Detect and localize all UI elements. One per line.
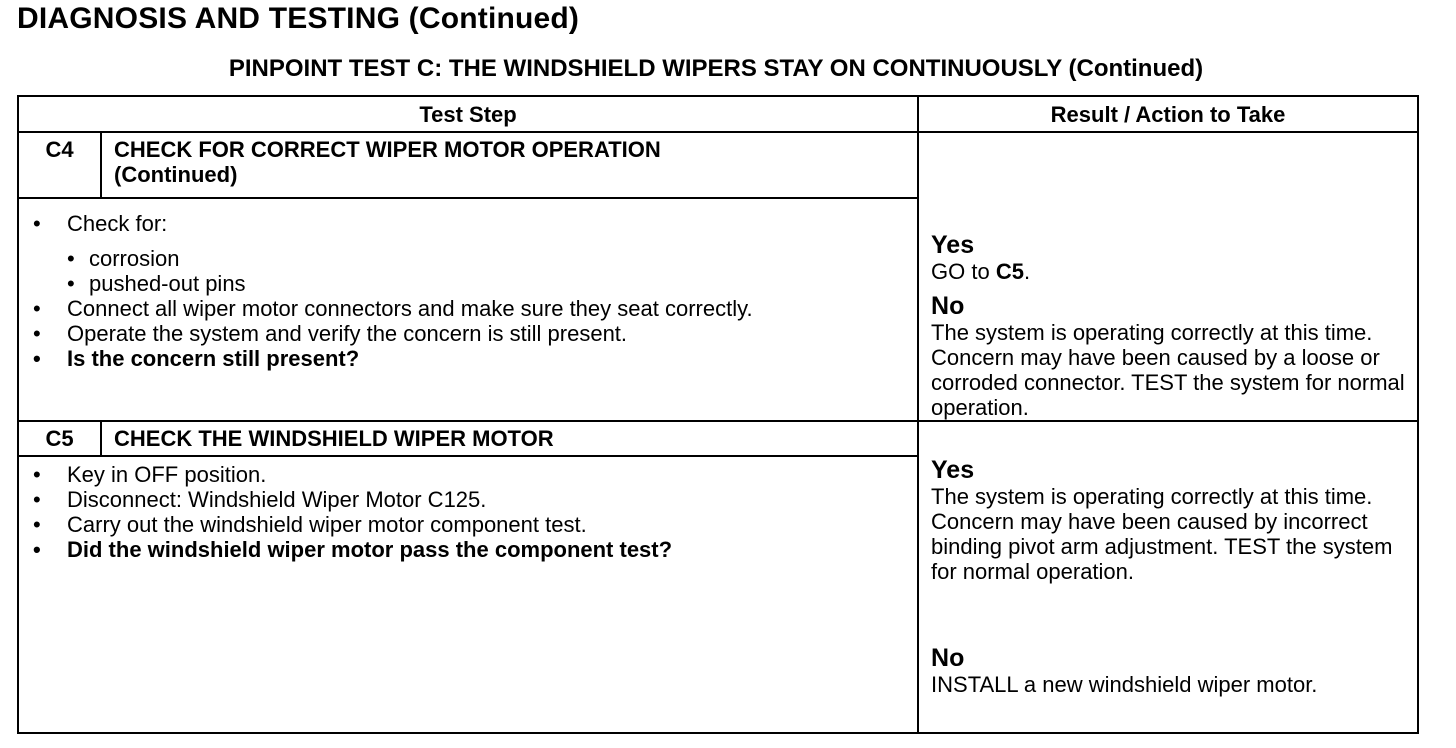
step-c4-title-line1: CHECK FOR CORRECT WIPER MOTOR OPERATION [114, 137, 661, 162]
check-for-sublist [67, 246, 907, 296]
result-c5-no-label: No [931, 644, 965, 672]
result-c4 [918, 132, 1418, 421]
step-c4-instructions [18, 198, 918, 421]
step-c4-question: • Is the concern still present? [31, 346, 907, 371]
step-c4-title-line2: (Continued) [114, 162, 238, 187]
column-header-result: Result / Action to Take [918, 96, 1418, 132]
step-c5-list [31, 462, 907, 562]
step-c5-instructions [18, 456, 918, 733]
list-item: • corrosion [67, 246, 907, 271]
list-item: • Operate the system and verify the concern is still present. [31, 321, 907, 346]
step-c4-title-row [18, 132, 1418, 198]
pinpoint-test-table [17, 95, 1419, 734]
result-c5-yes-label: Yes [931, 456, 975, 484]
list-item: • Carry out the windshield wiper motor component test. [31, 512, 907, 537]
list-item: • Check for: • corrosion • pushed-out pins [31, 211, 907, 296]
result-c4-yes-label: Yes [931, 231, 975, 259]
table-header-row [18, 96, 1418, 132]
step-c5-title-row [18, 421, 1418, 456]
result-c4-yes-text: GO to C5. [931, 259, 1031, 284]
page-title: DIAGNOSIS AND TESTING (Continued) [17, 2, 580, 35]
result-c5 [918, 421, 1418, 733]
step-c4-list [31, 211, 907, 371]
list-item: • Connect all wiper motor connectors and make sure they seat correctly. [31, 296, 907, 321]
goto-c5-link[interactable]: C5 [995, 259, 1024, 284]
result-c4-no-text: The system is operating correctly at this time. Concern may have been caused by a loose or corroded connector. TEST the system for normal operation. [931, 320, 1405, 420]
step-c5-question: • Did the windshield wiper motor pass the component test? [31, 537, 907, 562]
list-item: • Key in OFF position. [31, 462, 907, 487]
step-id-c5: C5 [18, 421, 101, 456]
column-header-test-step: Test Step [18, 96, 918, 132]
result-c4-no-label: No [931, 292, 965, 320]
step-c4-title [101, 132, 918, 198]
result-c5-no-text: INSTALL a new windshield wiper motor. [931, 672, 1318, 697]
list-item: • Disconnect: Windshield Wiper Motor C125. [31, 487, 907, 512]
step-c5-title: CHECK THE WINDSHIELD WIPER MOTOR [101, 421, 918, 456]
step-id-c4: C4 [18, 132, 101, 198]
result-c5-yes-text: The system is operating correctly at this time. Concern may have been caused by incorrect binding pivot arm adjustment. TEST the system for normal operation. [931, 484, 1393, 584]
pinpoint-test-title: PINPOINT TEST C: THE WINDSHIELD WIPERS STAY ON CONTINUOUSLY (Continued) [228, 55, 1204, 82]
list-item: • pushed-out pins [67, 271, 907, 296]
